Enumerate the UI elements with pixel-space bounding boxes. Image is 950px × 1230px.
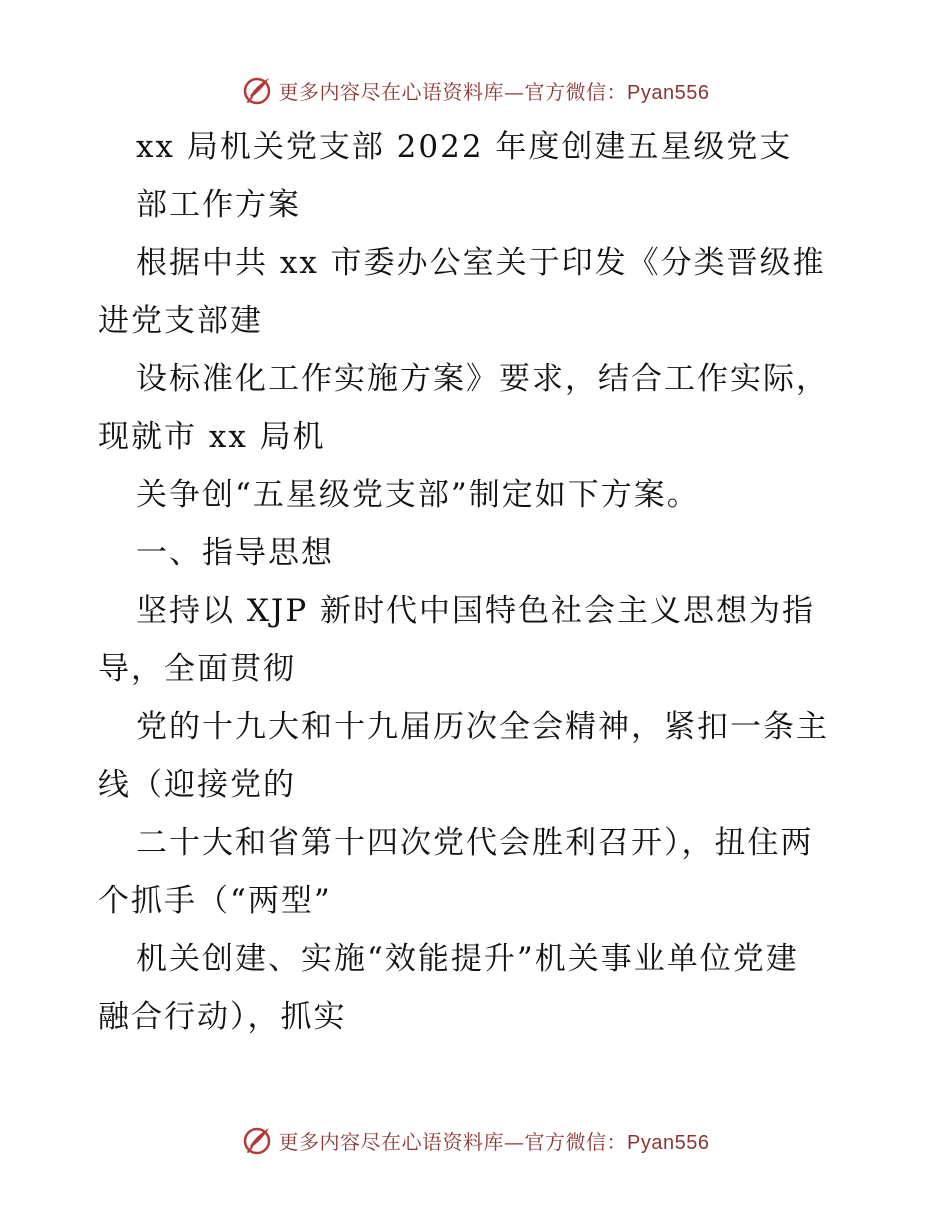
header-watermark: [0, 70, 950, 110]
text-line: 二十大和省第十四次党代会胜利召开），扭住两: [136, 825, 814, 861]
text-line: 个抓手（“两型”: [98, 883, 332, 919]
watermark-wechat-id: Pyan556: [627, 81, 710, 104]
feather-pen-logo-icon: [241, 74, 273, 106]
text-line: 线（迎接党的: [98, 767, 296, 803]
text-line: xx 局机关党支部 2022 年度创建五星级党支: [136, 129, 793, 165]
footer-watermark: [0, 1120, 950, 1160]
text-line: 坚持以 XJP 新时代中国特色社会主义思想为指: [136, 593, 816, 629]
watermark-wechat-id: Pyan556: [627, 1131, 710, 1154]
text-line: 一、指导思想: [136, 535, 334, 571]
watermark-text: 更多内容尽在心语资料库—官方微信：Pyan556: [278, 1129, 710, 1154]
text-line: 导，全面贯彻: [98, 651, 296, 687]
feather-pen-logo-icon: [241, 1124, 273, 1156]
text-line: 部工作方案: [136, 187, 301, 223]
text-line: 现就市 xx 局机: [98, 419, 326, 455]
watermark-text: 更多内容尽在心语资料库—官方微信：Pyan556: [278, 79, 710, 104]
text-line: 进党支部建: [98, 303, 263, 339]
text-line: 党的十九大和十九届历次全会精神，紧扣一条主: [136, 709, 829, 745]
document-body: [98, 118, 868, 1046]
text-line: 根据中共 xx 市委办公室关于印发《分类晋级推: [136, 245, 826, 281]
text-line: 机关创建、实施“效能提升”机关事业单位党建: [136, 941, 799, 977]
text-line: 设标准化工作实施方案》要求，结合工作实际，: [136, 361, 829, 397]
text-line: 关争创“五星级党支部”制定如下方案。: [136, 477, 700, 513]
text-line: 融合行动），抓实: [98, 999, 347, 1035]
